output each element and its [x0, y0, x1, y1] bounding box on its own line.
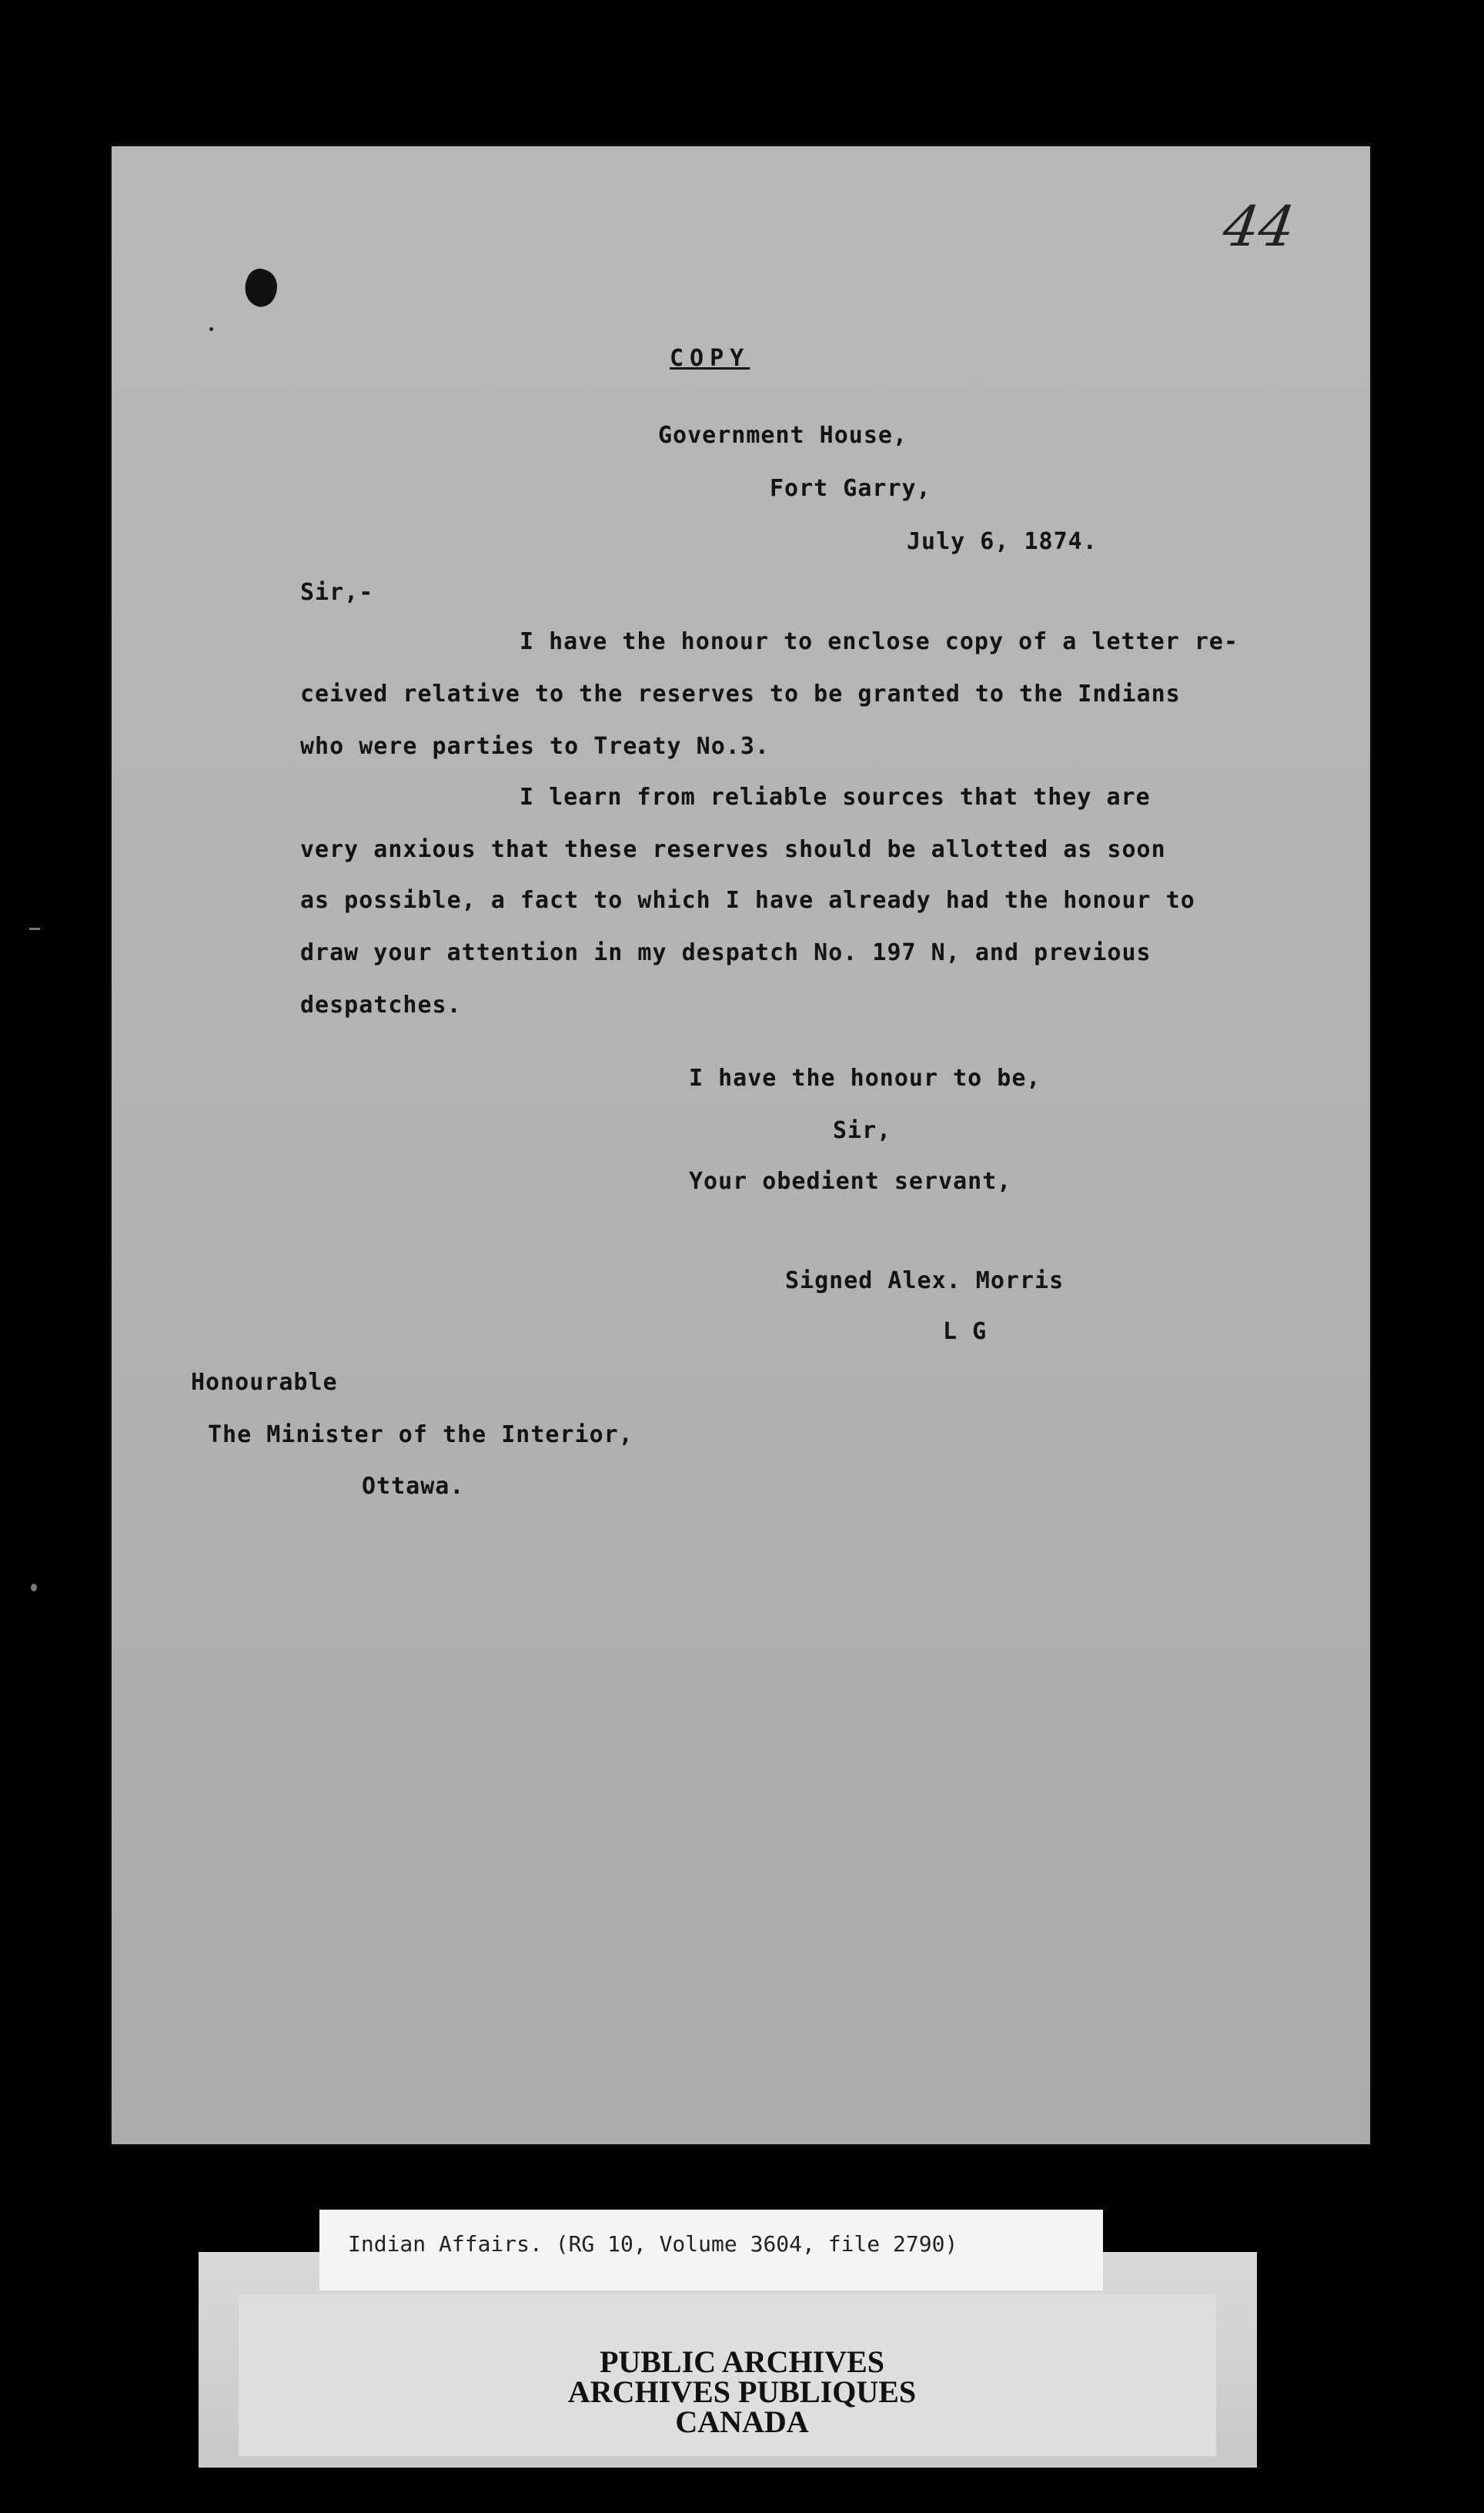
signature-line: Signed Alex. Morris: [785, 1267, 1065, 1294]
archive-stamp-line: ARCHIVES PUBLIQUES: [567, 2374, 917, 2409]
body-line: I have the honour to enclose copy of a letter re-: [520, 628, 1239, 655]
closing-line: Sir,: [833, 1117, 892, 1144]
date-line: July 6, 1874.: [907, 528, 1098, 555]
addressee-line: Honourable: [191, 1369, 338, 1396]
scan-artifact: [29, 928, 40, 930]
body-line: ceived relative to the reserves to be granted to the Indians: [300, 681, 1181, 708]
signature-initials: L G: [943, 1318, 988, 1345]
address-line: Fort Garry,: [770, 475, 931, 502]
addressee-line: The Minister of the Interior,: [208, 1421, 633, 1448]
closing-line: I have the honour to be,: [689, 1065, 1041, 1092]
ink-dot: [209, 327, 213, 331]
body-line: despatches.: [300, 992, 462, 1019]
body-line: draw your attention in my despatch No. 197 N, and previous: [300, 939, 1151, 966]
scan-artifact: [31, 1584, 37, 1591]
addressee-line: Ottawa.: [362, 1473, 465, 1500]
archive-reference-text: Indian Affairs. (RG 10, Volume 3604, file 2790): [348, 2231, 958, 2257]
closing-line: Your obedient servant,: [689, 1168, 1012, 1195]
body-line: as possible, a fact to which I have already had the honour to: [300, 887, 1195, 914]
page-number: 44: [1219, 194, 1299, 259]
archive-stamp-line: CANADA: [675, 2404, 809, 2439]
address-line: Government House,: [658, 422, 908, 449]
salutation: Sir,-: [300, 579, 374, 606]
document-heading: COPY: [670, 345, 750, 372]
archive-stamp-line: PUBLIC ARCHIVES: [599, 2344, 885, 2379]
body-line: who were parties to Treaty No.3.: [300, 733, 770, 760]
body-line: very anxious that these reserves should be allotted as soon: [300, 836, 1166, 863]
body-line: I learn from reliable sources that they are: [520, 784, 1151, 811]
